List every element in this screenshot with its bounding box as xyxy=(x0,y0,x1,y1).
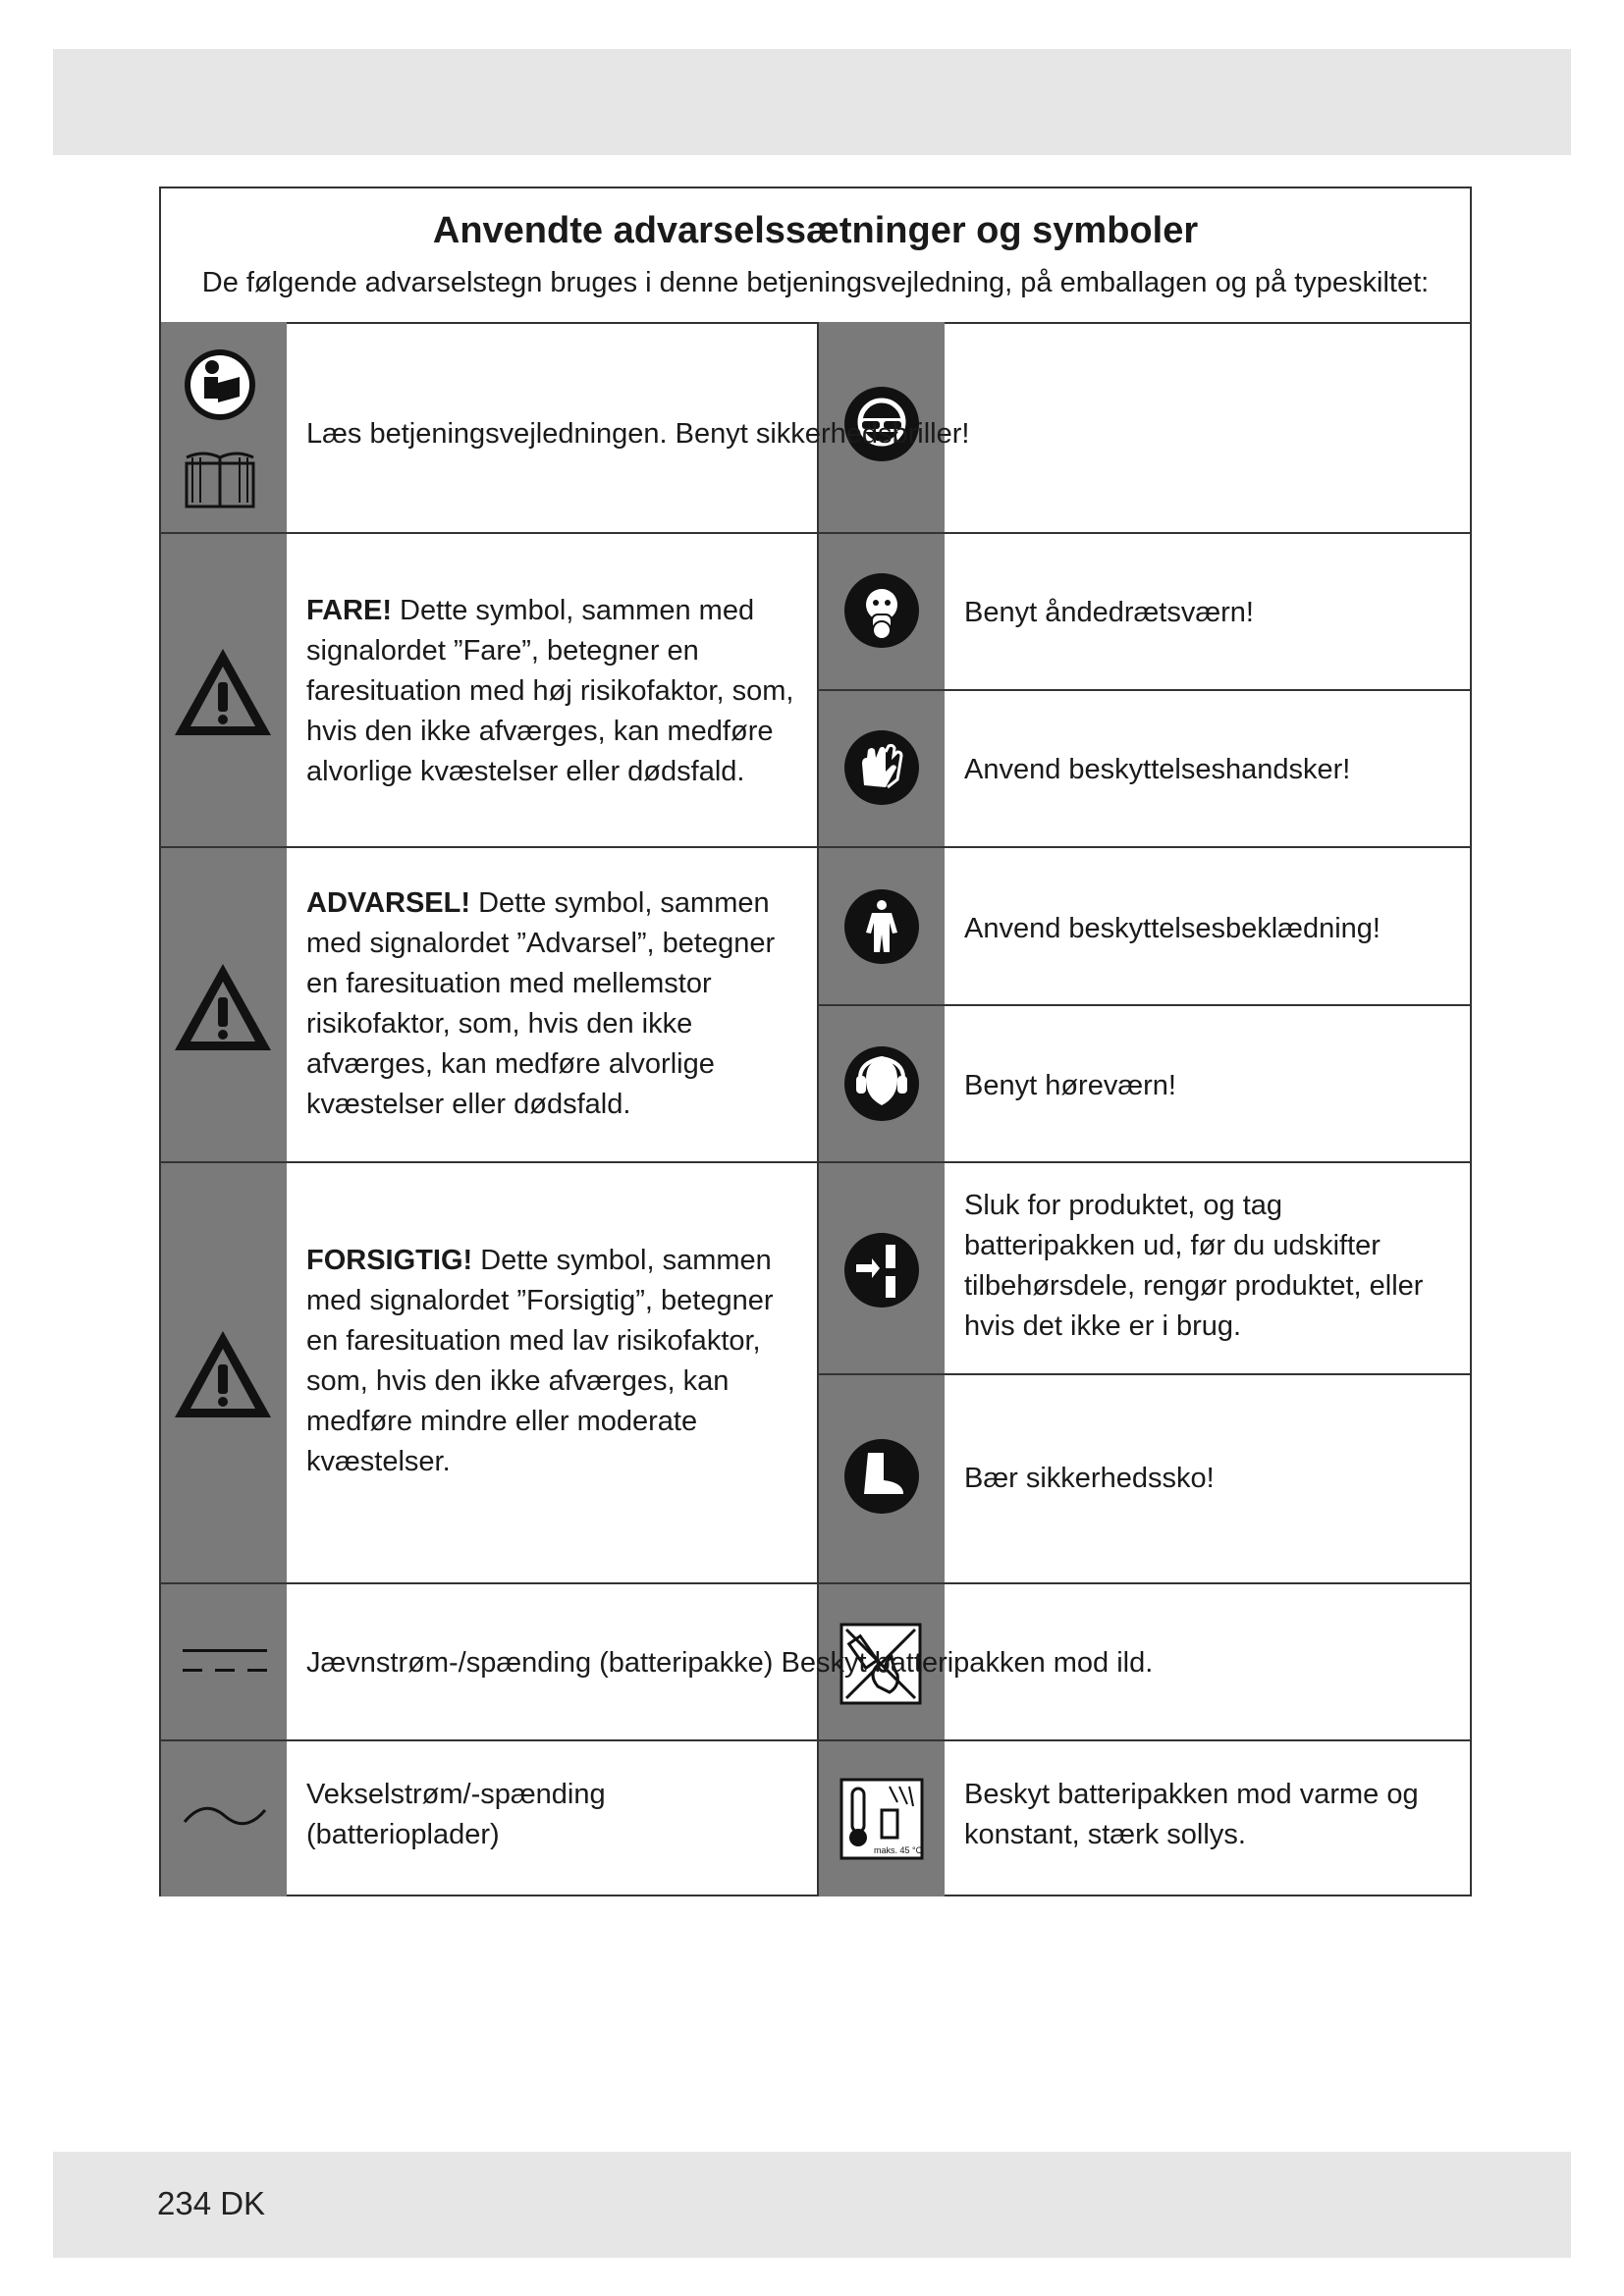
table-header xyxy=(161,188,1470,324)
respirator-icon xyxy=(842,571,921,650)
caution-text: Dette symbol, sammen med signalordet ”Forsigtig”, betegner en faresituation med lav risikofaktor, som, hvis den ikke afværges, kan medføre mindre eller moderate kvæstelser. xyxy=(306,1245,774,1477)
respirator-text: Benyt åndedrætsværn! xyxy=(964,597,1254,628)
unplug-text: Sluk for produktet, og tag batteripakken ud, før du udskifter tilbehørsdele, rengør produktet, eller hvis det ikke er i brug. xyxy=(964,1190,1424,1342)
table-title: Anvendte advarselssætninger og symboler xyxy=(432,210,1199,251)
row-divider xyxy=(819,689,1470,691)
ac-text: Vekselstrøm/-spænding (batterioplader) xyxy=(306,1779,606,1850)
row-divider xyxy=(161,1582,1470,1584)
boots-text: Bær sikkerhedssko! xyxy=(964,1463,1215,1494)
danger-description xyxy=(306,591,797,792)
bottom-band xyxy=(53,2152,1571,2258)
row-divider xyxy=(161,1739,1470,1741)
danger-warning-icon xyxy=(171,645,275,739)
row-divider xyxy=(819,1373,1470,1375)
caution-icon xyxy=(171,1327,275,1421)
danger-label: FARE! xyxy=(306,595,392,626)
dc-text: Jævnstrøm-/spænding (batteripakke) Beskyt batteripakken mod ild. xyxy=(306,1647,1154,1679)
hearing-text: Benyt høreværn! xyxy=(964,1070,1176,1101)
alternating-current-icon xyxy=(183,1798,267,1834)
safety-boots-icon xyxy=(842,1437,921,1516)
warning-label: ADVARSEL! xyxy=(306,887,471,919)
heat-icon-caption: maks. 45 °C xyxy=(874,1845,923,1855)
warning-description xyxy=(306,883,797,1125)
table-subtitle: De følgende advarselstegn bruges i denne betjeningsvejledning, på emballagen og på typeskiltet: xyxy=(201,267,1430,298)
row-divider xyxy=(161,846,1470,848)
hearing-protection-icon xyxy=(842,1044,921,1123)
warning-symbols-table xyxy=(159,187,1472,1896)
gloves-icon xyxy=(842,728,921,807)
clothing-text: Anvend beskyttelsesbeklædning! xyxy=(964,913,1380,944)
gloves-text: Anvend beskyttelseshandsker! xyxy=(964,754,1351,785)
row-divider xyxy=(161,532,1470,534)
warning-icon xyxy=(171,960,275,1054)
caution-label: FORSIGTIG! xyxy=(306,1245,473,1276)
heat-text: Beskyt batteripakken mod varme og konstant, stærk sollys. xyxy=(964,1779,1419,1850)
caution-description xyxy=(306,1241,797,1482)
danger-text: Dette symbol, sammen med signalordet ”Fare”, betegner en faresituation med høj risikofaktor, som, hvis den ikke afværges, kan medføre alvorlige kvæstelser eller dødsfald. xyxy=(306,595,794,787)
row-divider xyxy=(819,1004,1470,1006)
page-number: 234 DK xyxy=(157,2185,266,2221)
protective-clothing-icon xyxy=(842,887,921,966)
unplug-battery-icon xyxy=(842,1231,921,1309)
row-divider xyxy=(161,1161,1470,1163)
read-manual-text: Læs betjeningsvejledningen. Benyt sikkerhedsbriller! xyxy=(306,418,970,450)
read-manual-icon xyxy=(179,347,261,514)
direct-current-icon xyxy=(183,1645,267,1679)
top-band xyxy=(53,49,1571,155)
heat-sun-icon xyxy=(839,1777,925,1861)
warning-text: Dette symbol, sammen med signalordet ”Advarsel”, betegner en faresituation med mellemstor risikofaktor, som, hvis den ikke afværges, kan medføre alvorlige kvæstelser eller dødsfald. xyxy=(306,887,776,1120)
